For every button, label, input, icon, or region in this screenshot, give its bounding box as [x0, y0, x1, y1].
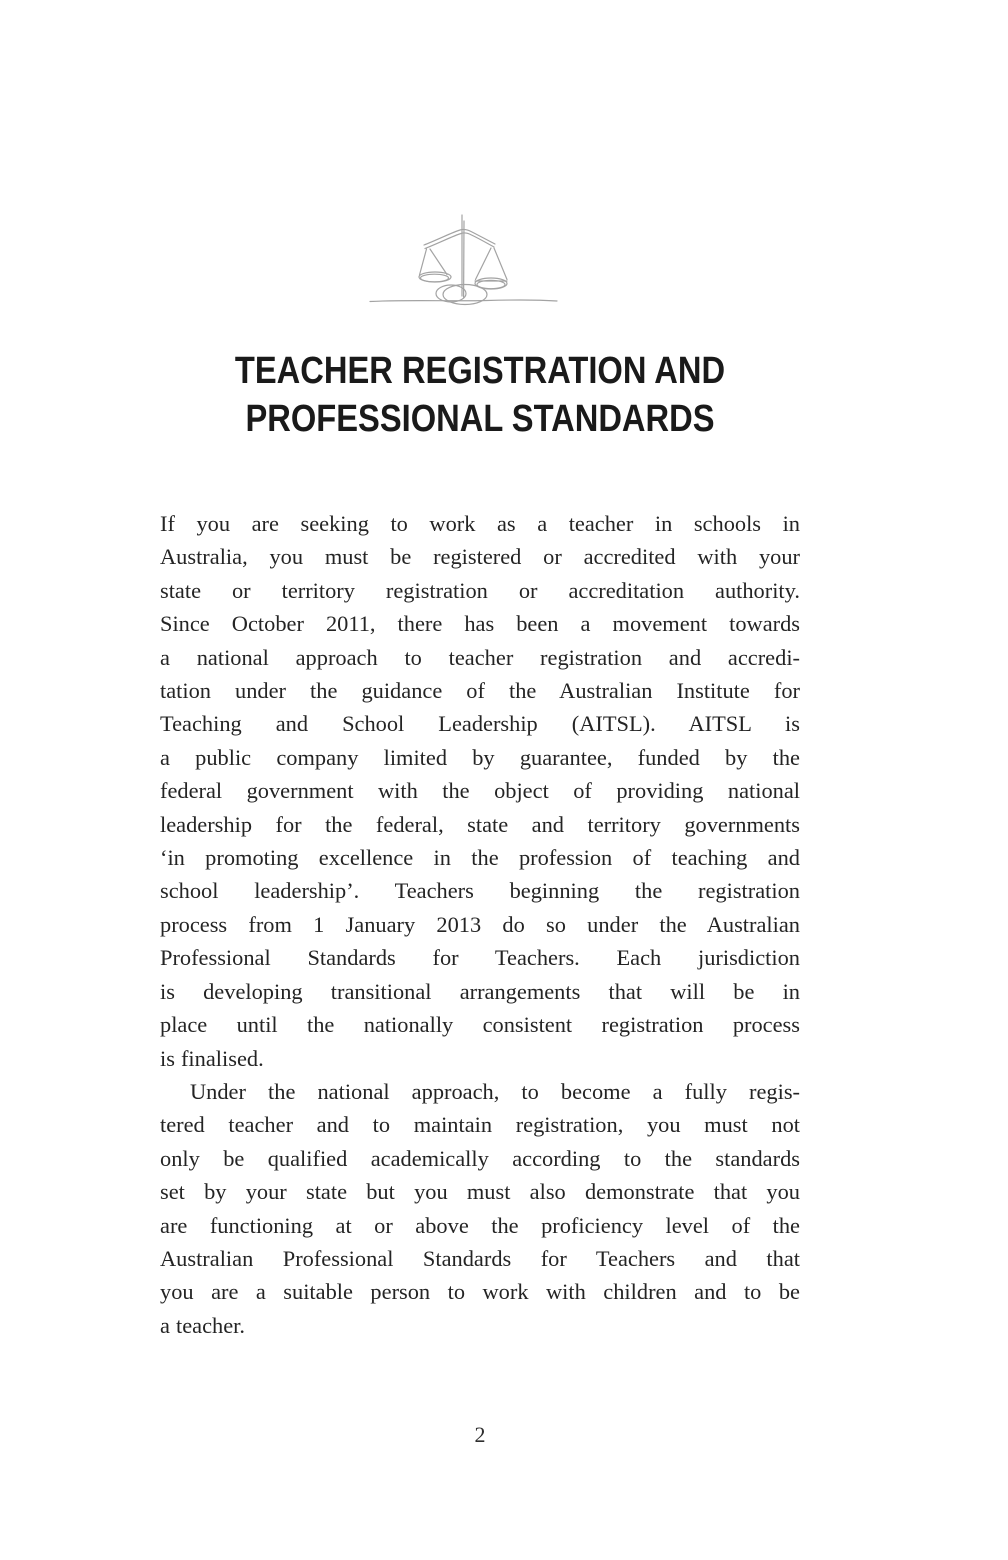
text-line: is finalised.: [160, 1045, 264, 1071]
icon-left-string: [420, 249, 427, 275]
scales-of-justice-icon: [357, 196, 597, 318]
text-line: a teacher.: [160, 1312, 245, 1338]
text-line: process from 1 January 2013 do so under the Australian: [160, 911, 800, 937]
text-line: a national approach to teacher registration and accredi-: [160, 644, 800, 670]
text-line: is developing transitional arrangements that will be in: [160, 978, 800, 1004]
text-line: Australian Professional Standards for Teachers and that: [160, 1245, 800, 1271]
text-line: set by your state but you must also demonstrate that you: [160, 1179, 800, 1205]
text-line: a public company limited by guarantee, funded by the: [160, 744, 800, 770]
icon-right-string-2: [494, 248, 507, 280]
icon-left-string-2: [430, 249, 447, 275]
text-line: Since October 2011, there has been a movement towards: [160, 611, 800, 637]
text-line: Australia, you must be registered or accredited with your: [160, 544, 800, 570]
paragraph: [160, 1075, 800, 1342]
text-line: tered teacher and to maintain registration, you must not: [160, 1112, 800, 1138]
chapter-title: [205, 347, 755, 443]
text-line: federal government with the object of providing national: [160, 778, 800, 804]
icon-right-string: [476, 248, 492, 280]
page-number: 2: [474, 1422, 486, 1447]
icon-ground-line: [370, 300, 557, 302]
text-line: you are a suitable person to work with children and to be: [160, 1279, 800, 1305]
text-line: only be qualified academically according to the standards: [160, 1145, 800, 1171]
chapter-title-line-2: PROFESSIONAL STANDARDS: [245, 398, 715, 441]
text-line: state or territory registration or accreditation authority.: [160, 577, 800, 603]
text-line: Under the national approach, to become a fully regis-: [190, 1078, 800, 1104]
text-line: ‘in promoting excellence in the profession of teaching and: [160, 845, 800, 871]
body-text: [160, 507, 800, 1342]
chapter-title-line-1: TEACHER REGISTRATION AND: [234, 350, 726, 393]
icon-left-pan-2: [421, 274, 449, 282]
text-line: leadership for the federal, state and territory governments: [160, 811, 800, 837]
text-line: If you are seeking to work as a teacher in schools in: [160, 511, 800, 536]
text-line: are functioning at or above the proficiency level of the: [160, 1212, 800, 1238]
text-line: Professional Standards for Teachers. Each jurisdiction: [160, 945, 800, 971]
text-line: Teaching and School Leadership (AITSL). AITSL is: [160, 711, 800, 737]
text-line: tation under the guidance of the Australian Institute for: [160, 678, 800, 704]
paragraph: [160, 507, 800, 1075]
icon-beam: [424, 230, 495, 246]
text-line: school leadership’. Teachers beginning the registration: [160, 878, 800, 904]
text-line: place until the nationally consistent registration process: [160, 1012, 800, 1038]
